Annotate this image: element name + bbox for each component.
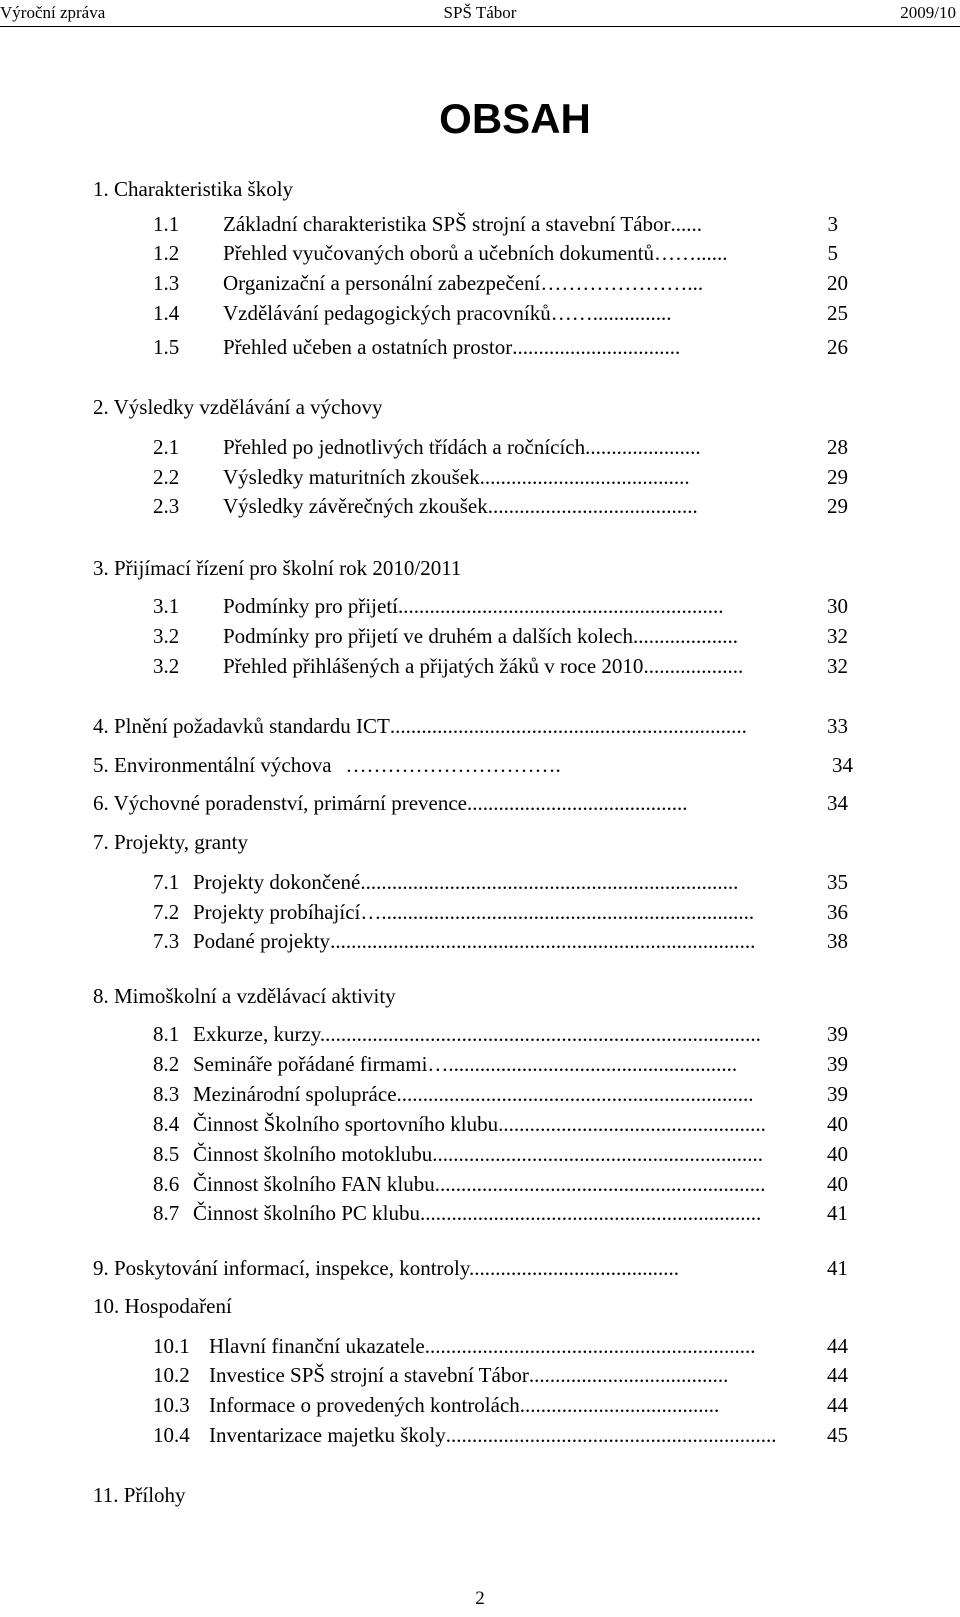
entry-number: 7.2 — [153, 900, 180, 924]
dot-leader: ...................... — [585, 435, 701, 459]
dot-leader: ................................................................................... — [325, 1022, 761, 1046]
entry-label: 5. Environmentální výchova — [93, 753, 332, 777]
dot-leader: ........................................ — [479, 465, 690, 489]
toc-entry[interactable] — [153, 1200, 848, 1226]
entry-number: 1.3 — [153, 271, 180, 295]
entry-number: 8.7 — [153, 1201, 180, 1225]
toc-entry[interactable] — [153, 1362, 848, 1388]
dot-leader: ................... — [643, 654, 744, 678]
section-heading-8: 8. Mimoškolní a vzdělávací aktivity — [93, 984, 396, 1008]
entry-number: 1.5 — [153, 335, 180, 359]
entry-label: Hlavní finanční ukazatele — [209, 1334, 425, 1358]
entry-number: 7.1 — [153, 870, 180, 894]
entry-label: Činnost školního PC klubu — [193, 1201, 420, 1225]
entry-page: 30 — [827, 594, 848, 618]
dot-leader: …………………... — [540, 271, 704, 295]
dot-leader: .................... — [633, 624, 738, 648]
toc-entry[interactable] — [153, 240, 838, 266]
page-number: 2 — [475, 1588, 485, 1609]
entry-page: 28 — [827, 435, 848, 459]
entry-label: 6. Výchovné poradenství, primární prevence — [93, 791, 467, 815]
toc-entry[interactable] — [153, 869, 848, 895]
toc-entry[interactable] — [153, 623, 848, 649]
toc-entry[interactable] — [153, 300, 848, 326]
entry-number: 8.6 — [153, 1172, 180, 1196]
entry-page: 35 — [827, 870, 848, 894]
toc-entry[interactable] — [153, 1422, 848, 1448]
section-heading-1: 1. Charakteristika školy — [93, 177, 294, 201]
header-left: Výroční zpráva — [0, 3, 106, 22]
entry-number: 7.3 — [153, 929, 180, 953]
entry-number: 10.2 — [153, 1363, 190, 1387]
entry-number: 8.4 — [153, 1112, 180, 1136]
entry-page: 39 — [827, 1082, 848, 1106]
entry-page: 44 — [827, 1363, 848, 1387]
dot-leader: ................................ — [512, 335, 681, 359]
entry-page: 38 — [827, 929, 848, 953]
toc-entry[interactable] — [93, 752, 853, 778]
entry-number: 10.3 — [153, 1393, 190, 1417]
dot-leader: ....................................................................... — [381, 900, 755, 924]
toc-entry[interactable] — [153, 493, 848, 519]
entry-label: Exkurze, kurzy. — [193, 1022, 326, 1046]
entry-label: Činnost Školního sportovního klubu — [193, 1112, 499, 1136]
entry-label: Přehled vyučovaných oborů a učebních dokumentů — [223, 241, 654, 265]
entry-page: 44 — [827, 1393, 848, 1417]
entry-label: 9. Poskytování informací, inspekce, kontroly.. — [93, 1256, 480, 1280]
entry-number: 8.3 — [153, 1082, 180, 1106]
running-header — [0, 0, 960, 27]
entry-page: 39 — [827, 1052, 848, 1076]
entry-label: Výsledky závěrečných zkoušek — [223, 494, 488, 518]
dot-leader: .............................................................. — [398, 594, 724, 618]
dot-leader: .................................................................... — [396, 1082, 754, 1106]
toc-entry[interactable] — [93, 1255, 848, 1281]
dot-leader: ……............... — [550, 301, 672, 325]
entry-label: Projekty dokončené. — [193, 870, 366, 894]
dot-leader: …………………………. — [345, 753, 561, 777]
entry-page: 45 — [827, 1423, 848, 1447]
page-title: OBSAH — [439, 95, 591, 142]
section-heading-2: 2. Výsledky vzdělávání a výchovy — [93, 395, 383, 419]
toc-entry[interactable] — [153, 1111, 848, 1137]
entry-page: 26 — [827, 335, 848, 359]
entry-number: 1.1 — [153, 212, 180, 236]
entry-number: 3.1 — [153, 594, 180, 618]
toc-entry[interactable] — [153, 464, 848, 490]
entry-page: 44 — [827, 1334, 848, 1358]
dot-leader: ............................................................... — [424, 1334, 756, 1358]
dot-leader: ...................................... — [479, 1256, 679, 1280]
entry-label: 4. Plnění požadavků standardu ICT — [93, 714, 390, 738]
entry-label: Vzdělávání pedagogických pracovníků — [223, 301, 551, 325]
entry-page: 29 — [827, 494, 848, 518]
dot-leader: ................................................................. — [419, 1201, 762, 1225]
entry-number: 1.2 — [153, 241, 180, 265]
toc-entry[interactable] — [153, 1051, 848, 1077]
entry-label: Přehled po jednotlivých třídách a ročnících — [223, 435, 586, 459]
entry-number: 8.2 — [153, 1052, 180, 1076]
toc-entry[interactable] — [153, 1081, 848, 1107]
entry-number: 10.1 — [153, 1334, 190, 1358]
dot-leader: ................................................... — [498, 1112, 766, 1136]
entry-number: 3.2 — [153, 654, 180, 678]
entry-page: 40 — [827, 1112, 848, 1136]
toc-entry[interactable] — [153, 928, 848, 954]
header-right: 2009/10 — [900, 3, 956, 22]
dot-leader: ................................................................................. — [330, 929, 756, 953]
entry-page: 40 — [827, 1172, 848, 1196]
entry-page: 25 — [827, 301, 848, 325]
toc-entry[interactable] — [153, 1021, 848, 1047]
dot-leader: .................................................................... — [389, 714, 747, 738]
entry-page: 36 — [827, 900, 848, 924]
dot-leader: ............................................................... — [432, 1142, 763, 1166]
dot-leader: ........................................ — [487, 494, 698, 518]
entry-page: 34 — [832, 753, 853, 777]
dot-leader: ............................................................... — [434, 1172, 766, 1196]
entry-label: Podmínky pro přijetí — [223, 594, 398, 618]
dot-leader: ....................................................... — [448, 1052, 738, 1076]
entry-label: Základní charakteristika SPŠ strojní a stavební Tábor — [223, 212, 671, 236]
entry-number: 3.2 — [153, 624, 180, 648]
entry-page: 41 — [827, 1256, 848, 1280]
entry-label: Přehled přihlášených a přijatých žáků v roce 2010 — [223, 654, 644, 678]
entry-label: Projekty probíhající… — [193, 900, 382, 924]
entry-label: Inventarizace majetku školy — [209, 1423, 446, 1447]
entry-label: Podané projekty — [193, 929, 331, 953]
toc-entry[interactable] — [93, 713, 848, 739]
toc-entry[interactable] — [153, 899, 848, 925]
entry-page: 20 — [827, 271, 848, 295]
entry-label: Činnost školního FAN klubu — [193, 1172, 435, 1196]
entry-page: 5 — [827, 241, 838, 265]
entry-label: Informace o provedených kontrolách — [209, 1393, 520, 1417]
dot-leader: ............................................................... — [445, 1423, 777, 1447]
entry-label: Činnost školního motoklubu — [193, 1142, 433, 1166]
dot-leader: ...... — [670, 212, 703, 236]
entry-page: 33 — [827, 714, 848, 738]
entry-page: 34 — [827, 791, 848, 815]
entry-label: Přehled učeben a ostatních prostor — [223, 335, 513, 359]
entry-number: 2.1 — [153, 435, 180, 459]
header-center: SPŠ Tábor — [443, 3, 517, 22]
entry-number: 8.1 — [153, 1022, 180, 1046]
entry-label: Mezinárodní spolupráce — [193, 1082, 397, 1106]
entry-page: 32 — [827, 624, 848, 648]
toc-entry[interactable] — [153, 1141, 848, 1167]
entry-page: 40 — [827, 1142, 848, 1166]
entry-page: 3 — [827, 212, 838, 236]
entry-number: 8.5 — [153, 1142, 180, 1166]
dot-leader: ...................................... — [528, 1363, 729, 1387]
toc-entry[interactable] — [153, 211, 838, 237]
section-heading-3: 3. Přijímací řízení pro školní rok 2010/2011 — [93, 556, 462, 580]
entry-page: 41 — [827, 1201, 848, 1225]
entry-number: 2.3 — [153, 494, 180, 518]
dot-leader: ……...... — [653, 241, 728, 265]
toc-entry[interactable] — [153, 653, 848, 679]
toc-entry[interactable] — [93, 790, 848, 816]
toc-entry[interactable] — [153, 593, 848, 619]
dot-leader: .......................................... — [467, 791, 688, 815]
entry-number: 1.4 — [153, 301, 180, 325]
entry-label: Podmínky pro přijetí ve druhém a dalších kolech — [223, 624, 633, 648]
toc-entry[interactable] — [153, 1171, 848, 1197]
dot-leader: ...................................... — [519, 1393, 720, 1417]
entry-page: 29 — [827, 465, 848, 489]
section-heading-11: 11. Přílohy — [93, 1483, 186, 1507]
toc-entry[interactable] — [153, 334, 848, 360]
toc-entry[interactable] — [153, 270, 848, 296]
entry-number: 10.4 — [153, 1423, 190, 1447]
entry-number: 2.2 — [153, 465, 180, 489]
section-heading-7: 7. Projekty, granty — [93, 830, 248, 854]
section-heading-10: 10. Hospodaření — [93, 1294, 232, 1318]
entry-label: Investice SPŠ strojní a stavební Tábor — [209, 1363, 529, 1387]
toc-entry[interactable] — [153, 1392, 848, 1418]
toc-entry[interactable] — [153, 434, 848, 460]
entry-label: Semináře pořádané firmami… — [193, 1052, 449, 1076]
entry-page: 32 — [827, 654, 848, 678]
toc-entry[interactable] — [153, 1333, 848, 1359]
entry-label: Organizační a personální zabezpečení — [223, 271, 541, 295]
entry-label: Výsledky maturitních zkoušek — [223, 465, 480, 489]
dot-leader: ....................................................................... — [365, 870, 739, 894]
entry-page: 39 — [827, 1022, 848, 1046]
